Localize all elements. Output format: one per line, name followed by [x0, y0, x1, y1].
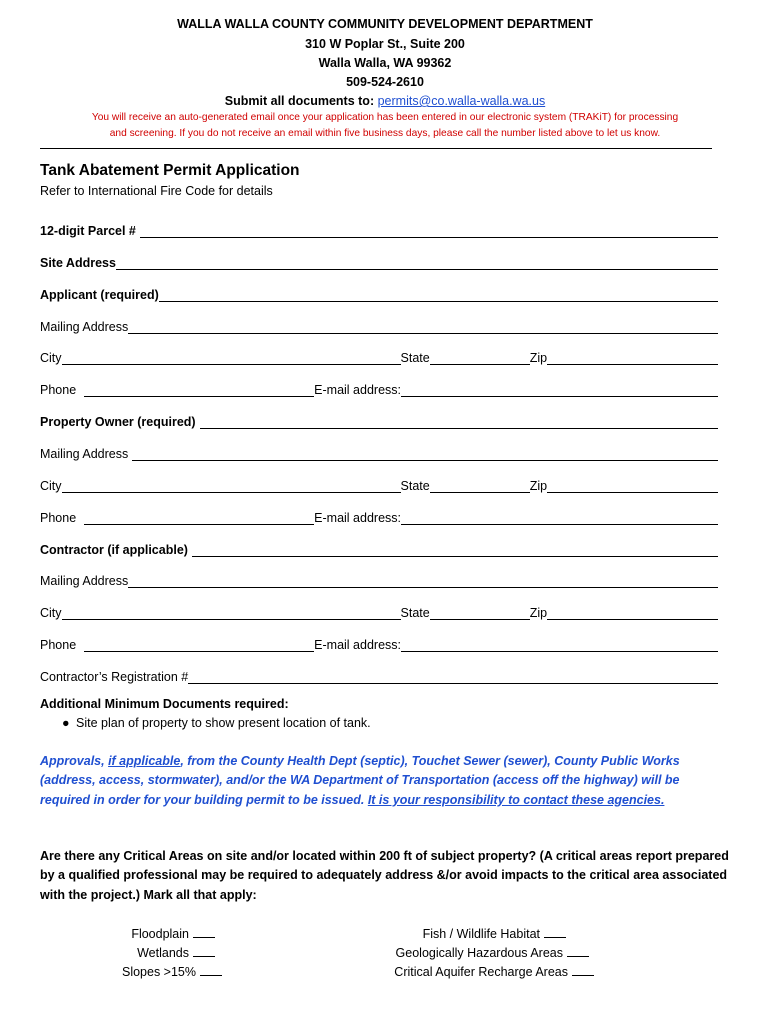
aquifer-option[interactable]	[394, 964, 594, 979]
notice-line-1: You will receive an auto-generated email once your application has been entered in our electronic system (TRAKiT) for processing	[91, 112, 679, 123]
applicant-field[interactable]	[159, 287, 718, 302]
wetlands-option[interactable]	[137, 945, 215, 960]
applicant-city-row	[40, 347, 718, 365]
approvals-if-applicable: if applicable	[108, 754, 181, 768]
applicant-state-label: State	[400, 351, 430, 365]
floodplain-mark[interactable]	[193, 926, 215, 938]
contractor-label: Contractor (if applicable)	[40, 543, 188, 557]
applicant-phone-label: Phone	[40, 383, 77, 397]
header-divider	[40, 148, 712, 149]
contractor-email-field[interactable]	[401, 637, 718, 652]
owner-mailing-field[interactable]	[132, 446, 718, 461]
city-state-zip: Walla Walla, WA 99362	[318, 56, 452, 70]
parcel-field[interactable]	[140, 223, 718, 238]
hazardous-option[interactable]	[396, 945, 589, 960]
contractor-city-field[interactable]	[62, 605, 401, 620]
floodplain-label: Floodplain	[131, 927, 189, 941]
documents-item	[62, 716, 371, 730]
site-address-field[interactable]	[116, 255, 718, 270]
owner-phone-label: Phone	[40, 511, 77, 525]
approvals-responsibility: It is your responsibility to contact these agencies.	[367, 792, 665, 807]
owner-mailing-row	[40, 443, 718, 461]
habitat-mark[interactable]	[544, 926, 566, 938]
applicant-mailing-row	[40, 316, 718, 334]
contractor-phone-field[interactable]	[84, 637, 314, 652]
documents-item-text: Site plan of property to show present location of tank.	[76, 716, 371, 730]
contractor-email-label: E-mail address:	[314, 638, 401, 652]
owner-phone-row	[40, 507, 718, 525]
slopes-mark[interactable]	[200, 964, 222, 976]
slopes-label: Slopes >15%	[121, 965, 196, 979]
contractor-city-row	[40, 602, 718, 620]
applicant-label: Applicant (required)	[40, 288, 159, 302]
owner-zip-field[interactable]	[547, 478, 718, 493]
owner-city-label: City	[40, 479, 62, 493]
applicant-mailing-label: Mailing Address	[40, 320, 129, 334]
owner-zip-label: Zip	[529, 479, 548, 493]
registration-label: Contractor’s Registration #	[40, 670, 189, 684]
applicant-city-field[interactable]	[62, 350, 401, 365]
applicant-email-label: E-mail address:	[314, 383, 401, 397]
owner-state-field[interactable]	[430, 478, 530, 493]
contractor-mailing-row	[40, 570, 718, 588]
contractor-state-field[interactable]	[430, 605, 530, 620]
hazardous-mark[interactable]	[567, 945, 589, 957]
owner-email-field[interactable]	[401, 510, 718, 525]
submit-line	[0, 94, 770, 108]
slopes-option[interactable]	[122, 964, 222, 979]
approvals-text-1: Approvals,	[40, 754, 109, 768]
site-address-row	[40, 252, 718, 270]
submit-prefix: Submit all documents to:	[224, 94, 378, 108]
applicant-phone-field[interactable]	[84, 382, 314, 397]
owner-phone-field[interactable]	[84, 510, 314, 525]
parcel-row	[40, 220, 718, 238]
contractor-zip-field[interactable]	[547, 605, 718, 620]
applicant-phone-row	[40, 379, 718, 397]
registration-field[interactable]	[188, 669, 718, 684]
applicant-city-label: City	[40, 351, 62, 365]
applicant-zip-field[interactable]	[547, 350, 718, 365]
department-phone: 509-524-2610	[346, 75, 424, 89]
applicant-email-field[interactable]	[401, 382, 718, 397]
applicant-mailing-field[interactable]	[128, 319, 718, 334]
submit-email-link[interactable]: permits@co.walla-walla.wa.us	[377, 94, 546, 108]
owner-email-label: E-mail address:	[314, 511, 401, 525]
owner-field[interactable]	[200, 414, 718, 429]
contractor-row	[40, 539, 718, 557]
contractor-phone-row	[40, 634, 718, 652]
form-title: Tank Abatement Permit Application	[40, 162, 300, 179]
site-address-label: Site Address	[40, 256, 116, 270]
hazardous-label: Geologically Hazardous Areas	[395, 946, 563, 960]
registration-row	[40, 666, 718, 684]
applicant-zip-label: Zip	[529, 351, 548, 365]
parcel-label: 12-digit Parcel #	[40, 224, 136, 238]
contractor-field[interactable]	[192, 542, 718, 557]
form-subtitle: Refer to International Fire Code for details	[40, 184, 273, 198]
department-name: WALLA WALLA COUNTY COMMUNITY DEVELOPMENT DEPARTMENT	[177, 17, 593, 31]
critical-areas-question: Are there any Critical Areas on site and/or located within 200 ft of subject property? (A critical areas report prepared by a qualified professional may be required to adequately address &/or avoid impacts to the critical area associated with the project.) Mark all that apply:	[40, 849, 729, 902]
habitat-label: Fish / Wildlife Habitat	[422, 927, 540, 941]
contractor-zip-label: Zip	[529, 606, 548, 620]
aquifer-mark[interactable]	[572, 964, 594, 976]
aquifer-label: Critical Aquifer Recharge Areas	[394, 965, 568, 979]
owner-state-label: State	[400, 479, 430, 493]
wetlands-label: Wetlands	[137, 946, 189, 960]
street-address: 310 W Poplar St., Suite 200	[305, 37, 465, 51]
owner-row	[40, 411, 718, 429]
contractor-phone-label: Phone	[40, 638, 77, 652]
documents-heading: Additional Minimum Documents required:	[40, 697, 289, 711]
applicant-state-field[interactable]	[430, 350, 530, 365]
owner-mailing-label: Mailing Address	[40, 447, 129, 461]
contractor-mailing-label: Mailing Address	[40, 574, 129, 588]
wetlands-mark[interactable]	[193, 945, 215, 957]
contractor-state-label: State	[400, 606, 430, 620]
approvals-paragraph	[40, 752, 725, 810]
bullet-icon: ●	[62, 716, 70, 730]
contractor-mailing-field[interactable]	[128, 573, 718, 588]
habitat-option[interactable]	[423, 926, 566, 941]
owner-label: Property Owner (required)	[40, 415, 196, 429]
floodplain-option[interactable]	[131, 926, 215, 941]
owner-city-row	[40, 475, 718, 493]
approvals-text-2: , from the County Health Dept (septic), Touchet Sewer (sewer), County Public Works (address, access, stormwater), and/or the WA Department of Transportation (access off the highway) will be required in order for your building permit to be issued.	[40, 754, 680, 807]
contractor-city-label: City	[40, 606, 62, 620]
notice-line-2: and screening. If you do not receive an email within five business days, please call the number listed above to let us know.	[109, 128, 661, 139]
applicant-row	[40, 284, 718, 302]
owner-city-field[interactable]	[62, 478, 401, 493]
